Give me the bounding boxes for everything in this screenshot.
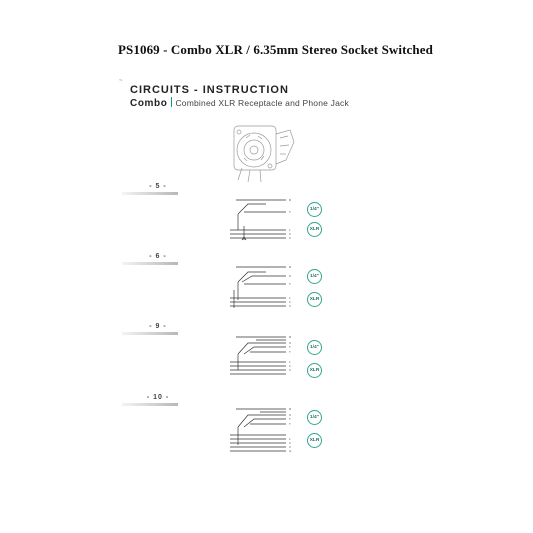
svg-text:R: R <box>289 265 292 269</box>
subtitle <box>130 97 349 109</box>
badge-quarter-inch-9: 1/4" <box>307 340 322 355</box>
subtitle-separator <box>171 97 172 107</box>
svg-text:S: S <box>289 274 292 278</box>
circuit-diagram-5 <box>226 196 306 242</box>
svg-text:1: 1 <box>289 228 291 232</box>
document-title: PS1069 - Combo XLR / 6.35mm Stereo Socket Switched <box>118 42 433 57</box>
combo-connector-illustration <box>228 120 298 185</box>
svg-text:T: T <box>289 345 291 349</box>
svg-text:2: 2 <box>289 364 291 368</box>
svg-text:1: 1 <box>289 296 291 300</box>
svg-text:R: R <box>289 198 292 202</box>
svg-text:2: 2 <box>289 300 291 304</box>
svg-text:T: T <box>289 210 291 214</box>
logo-mark: ~ <box>119 78 123 84</box>
svg-text:R: R <box>289 407 292 411</box>
svg-text:3: 3 <box>289 445 291 449</box>
svg-text:3: 3 <box>289 368 291 372</box>
svg-text:S: S <box>289 413 292 417</box>
circuit-diagram-9 <box>226 334 306 382</box>
circuit-label-9: - 9 - <box>149 323 167 330</box>
circuit-label-10: - 10 - <box>146 394 170 401</box>
svg-text:3: 3 <box>289 236 291 240</box>
svg-text:S: S <box>289 341 292 345</box>
circuit-diagram-6 <box>226 264 306 312</box>
subtitle-main: Combo <box>130 98 168 109</box>
badge-xlr-5: XLR <box>307 222 322 237</box>
svg-text:2: 2 <box>289 441 291 445</box>
svg-text:T: T <box>289 422 291 426</box>
circuit-label-6: - 6 - <box>149 253 167 260</box>
badge-quarter-inch-6: 1/4" <box>307 269 322 284</box>
svg-text:1: 1 <box>289 360 291 364</box>
badge-xlr-6: XLR <box>307 292 322 307</box>
badge-quarter-inch-10: 1/4" <box>307 410 322 425</box>
svg-text:R: R <box>289 335 292 339</box>
circuit-label-5: - 5 - <box>149 183 167 190</box>
circuit-rule-9 <box>122 332 178 335</box>
svg-text:2: 2 <box>289 232 291 236</box>
svg-text:T: T <box>289 282 291 286</box>
circuit-diagram-10 <box>226 405 306 457</box>
svg-text:3: 3 <box>289 304 291 308</box>
badge-xlr-10: XLR <box>307 433 322 448</box>
svg-text:T: T <box>289 350 291 354</box>
svg-text:1: 1 <box>289 437 291 441</box>
subtitle-description: Combined XLR Receptacle and Phone Jack <box>175 98 349 108</box>
circuit-rule-5 <box>122 192 178 195</box>
circuit-rule-10 <box>122 403 178 406</box>
svg-text:T: T <box>289 417 291 421</box>
svg-text:G: G <box>289 449 292 453</box>
badge-xlr-9: XLR <box>307 363 322 378</box>
section-title: CIRCUITS - INSTRUCTION <box>130 84 289 96</box>
circuit-rule-6 <box>122 262 178 265</box>
badge-quarter-inch-5: 1/4" <box>307 202 322 217</box>
